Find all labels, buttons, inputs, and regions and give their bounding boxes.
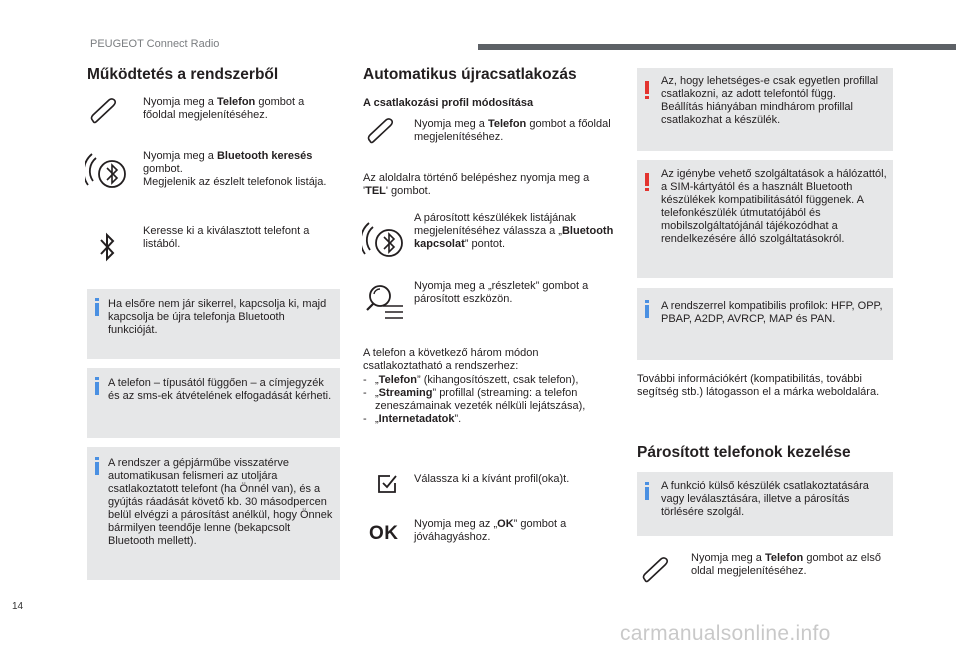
bluetooth-icon bbox=[99, 232, 115, 262]
section-title-paired-phones: Párosított telefonok kezelése bbox=[637, 444, 851, 461]
list-item: - „Internetadatok”. bbox=[363, 413, 616, 426]
bluetooth-search-icon bbox=[85, 148, 129, 192]
info-box-paired-management: A funkció külső készülék csatlakoztatására vagy leválasztására, illetve a párosítás törlésére szolgál. bbox=[637, 472, 893, 536]
phone-icon bbox=[88, 97, 122, 125]
step-press-details: Nyomja meg a „részletek” gombot a párosított eszközön. bbox=[414, 280, 589, 305]
step-select-profiles: Válassza ki a kívánt profil(oka)t. bbox=[414, 473, 570, 485]
phone-icon bbox=[640, 556, 674, 584]
paragraph-more-info: További információkért (kompatibilitás, további segítség stb.) látogasson el a márka weboldalára. bbox=[637, 373, 880, 398]
list-item: - „Telefon” (kihangosítószett, csak telefon), bbox=[363, 374, 616, 387]
step-press-telefon: Nyomja meg a Telefon gombot a főoldal megjelenítéséhez. bbox=[414, 118, 611, 143]
warning-box-services: Az igénybe vehető szolgáltatások a hálózattól, a SIM-kártyától és a használt Bluetooth készülékek kompatibilitásától függenek. A telefonkészülék útmutatójából és mobilszolgáltatójánál tájékozódhat a rendelkezésére álló szolgáltatásokról. bbox=[637, 160, 893, 278]
header-bar bbox=[478, 44, 956, 50]
checkbox-icon bbox=[376, 473, 398, 495]
step-press-ok: Nyomja meg az „OK” gombot a jóváhagyáshoz. bbox=[414, 518, 567, 543]
list-item: - „Streaming” profillal (streaming: a telefon zeneszámainak vezeték nélküli lejátszása), bbox=[363, 387, 616, 413]
warning-box-profile: Az, hogy lehetséges-e csak egyetlen profillal csatlakozni, az adott telefontól függ. Beállítás hiányában mindhárom profillal csatlakozhat a készülék. bbox=[637, 68, 893, 151]
connection-modes-list bbox=[363, 374, 616, 426]
ok-icon: OK bbox=[369, 523, 399, 544]
info-box-contacts-acceptance: A telefon – típusától függően – a címjegyzék és az sms-ek átvételének elfogadását kérheti. bbox=[87, 368, 340, 438]
section-title-system-operation: Működtetés a rendszerből bbox=[87, 66, 279, 83]
step-bluetooth-connection: A párosított készülékek listájának megjelenítéséhez válassza a „Bluetooth kapcsolat” pontot. bbox=[414, 212, 614, 250]
bluetooth-search-icon bbox=[362, 217, 406, 261]
step-press-telefon: Nyomja meg a Telefon gombot a főoldal megjelenítéséhez. bbox=[143, 96, 305, 121]
running-header: PEUGEOT Connect Radio bbox=[90, 38, 220, 50]
phone-icon bbox=[365, 117, 399, 145]
paragraph-tel-button: Az aloldalra történő belépéshez nyomja meg a 'TEL' gombot. bbox=[363, 172, 590, 197]
details-icon bbox=[365, 282, 405, 322]
info-box-bluetooth-retry: Ha elsőre nem jár sikerrel, kapcsolja ki, majd kapcsolja be újra telefonja Bluetooth funkcióját. bbox=[87, 289, 340, 359]
section-title-auto-reconnect: Automatikus újracsatlakozás bbox=[363, 66, 577, 83]
page-number: 14 bbox=[12, 601, 24, 612]
step-select-phone: Keresse ki a kiválasztott telefont a listából. bbox=[143, 225, 310, 250]
info-box-compatible-profiles: A rendszerrel kompatibilis profilok: HFP, OPP, PBAP, A2DP, AVRCP, MAP és PAN. bbox=[637, 288, 893, 360]
subtitle-profile-change: A csatlakozási profil módosítása bbox=[363, 97, 534, 109]
watermark: carmanualsonline.info bbox=[620, 622, 831, 645]
step-bluetooth-search: Nyomja meg a Bluetooth keresés gombot. Megjelenik az észlelt telefonok listája. bbox=[143, 150, 327, 188]
paragraph-connection-modes: A telefon a következő három módon csatlakoztatható a rendszerhez: bbox=[363, 347, 539, 372]
info-box-auto-reconnect: A rendszer a gépjárműbe visszatérve automatikusan felismeri az utoljára csatlakoztatott telefont (ha Önnél van), és a gyújtás ráadását követő kb. 30 másodpercen belül elvégzi a párosítást anélkül, hogy Önnek bármilyen teendője lenne (bekapcsolt Bluetooth mellett). bbox=[87, 447, 340, 580]
step-press-telefon: Nyomja meg a Telefon gombot az első oldal megjelenítéséhez. bbox=[691, 552, 881, 577]
